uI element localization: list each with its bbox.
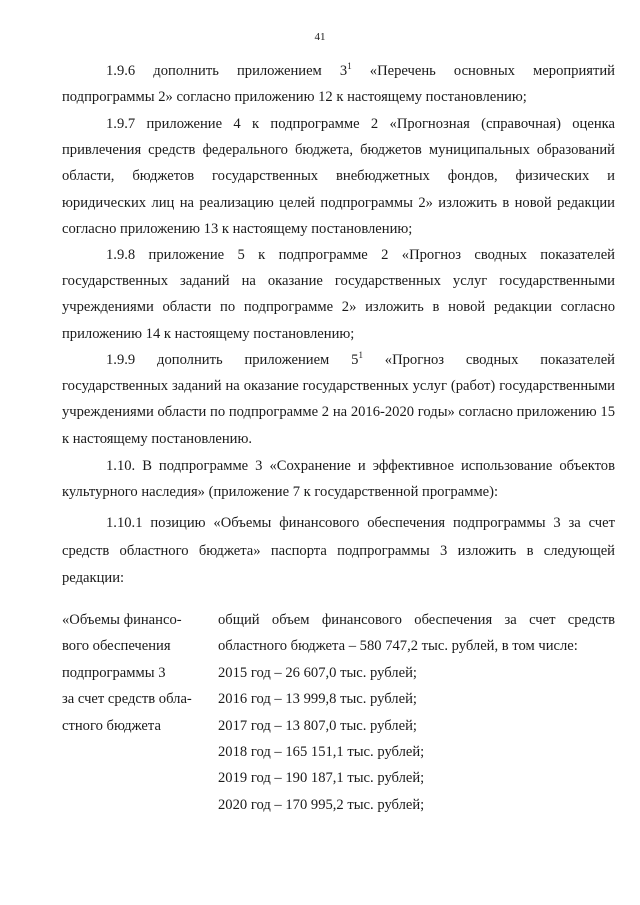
funding-year-2015: 2015 год – 26 607,0 тыс. рублей;: [218, 664, 417, 681]
page-number: 41: [314, 31, 326, 43]
paragraph-text: «Перечень основных мероприятий подпрограммы 2» согласно приложению 12 к настоящему постановлению;: [62, 63, 615, 106]
paragraph-1-9-6: [62, 58, 615, 110]
funding-year-2017: 2017 год – 13 807,0 тыс. рублей;: [218, 717, 417, 734]
passport-label-column: [62, 607, 202, 739]
passport-label-line: стного бюджета: [62, 717, 161, 734]
funding-year-2019: 2019 год – 190 187,1 тыс. рублей;: [218, 770, 425, 787]
funding-total: общий объем финансового обеспечения за счет средств областного бюджета – 580 747,2 тыс. рублей, в том числе:: [218, 612, 615, 655]
paragraph-1-9-9: [62, 347, 615, 452]
paragraph-text: 1.9.6 дополнить приложением 3: [106, 63, 348, 79]
passport-label-line: подпрограммы 3: [62, 664, 166, 681]
passport-label-line: «Объемы финансо-: [62, 612, 182, 628]
paragraph-1-10: 1.10. В подпрограмме 3 «Сохранение и эффективное использование объектов культурного наследия» (приложение 7 к государственной программе):: [62, 458, 615, 501]
superscript: 1: [358, 350, 363, 360]
superscript: 1: [347, 61, 352, 71]
paragraph-1-9-7: 1.9.7 приложение 4 к подпрограмме 2 «Прогнозная (справочная) оценка привлечения средств федерального бюджета, бюджетов муниципальных образований области, бюджетов государственных внебюджетных фондов, физических и юридических лиц на реализацию целей подпрограммы 2» изложить в новой редакции согласно приложению 13 к настоящему постановлению;: [62, 116, 615, 237]
paragraph-text: «Прогноз сводных показателей государственных заданий на оказание государственных услуг (работ) государственными учреждениями области по подпрограмме 2 на 2016-2020 годы» согласно приложению 15 к настоящему постановлению.: [62, 352, 615, 447]
paragraph-1-10-1: 1.10.1 позицию «Объемы финансового обеспечения подпрограммы 3 за счет средств областного бюджета» паспорта подпрограммы 3 изложить в следующей редакции:: [62, 515, 615, 586]
paragraph-text: 1.9.9 дополнить приложением 5: [106, 352, 359, 368]
funding-year-2016: 2016 год – 13 999,8 тыс. рублей;: [218, 691, 417, 708]
passport-value-column: [218, 607, 615, 818]
funding-year-2018: 2018 год – 165 151,1 тыс. рублей;: [218, 744, 425, 761]
passport-label-line: за счет средств обла-: [62, 691, 192, 708]
passport-label-line: вого обеспечения: [62, 638, 171, 655]
paragraph-1-9-8: 1.9.8 приложение 5 к подпрограмме 2 «Прогноз сводных показателей государственных заданий на оказание государственных услуг государственными учреждениями области по подпрограмме 2» изложить в новой редакции согласно приложению 14 к настоящему постановлению;: [62, 247, 615, 342]
funding-year-2020: 2020 год – 170 995,2 тыс. рублей;: [218, 796, 425, 813]
